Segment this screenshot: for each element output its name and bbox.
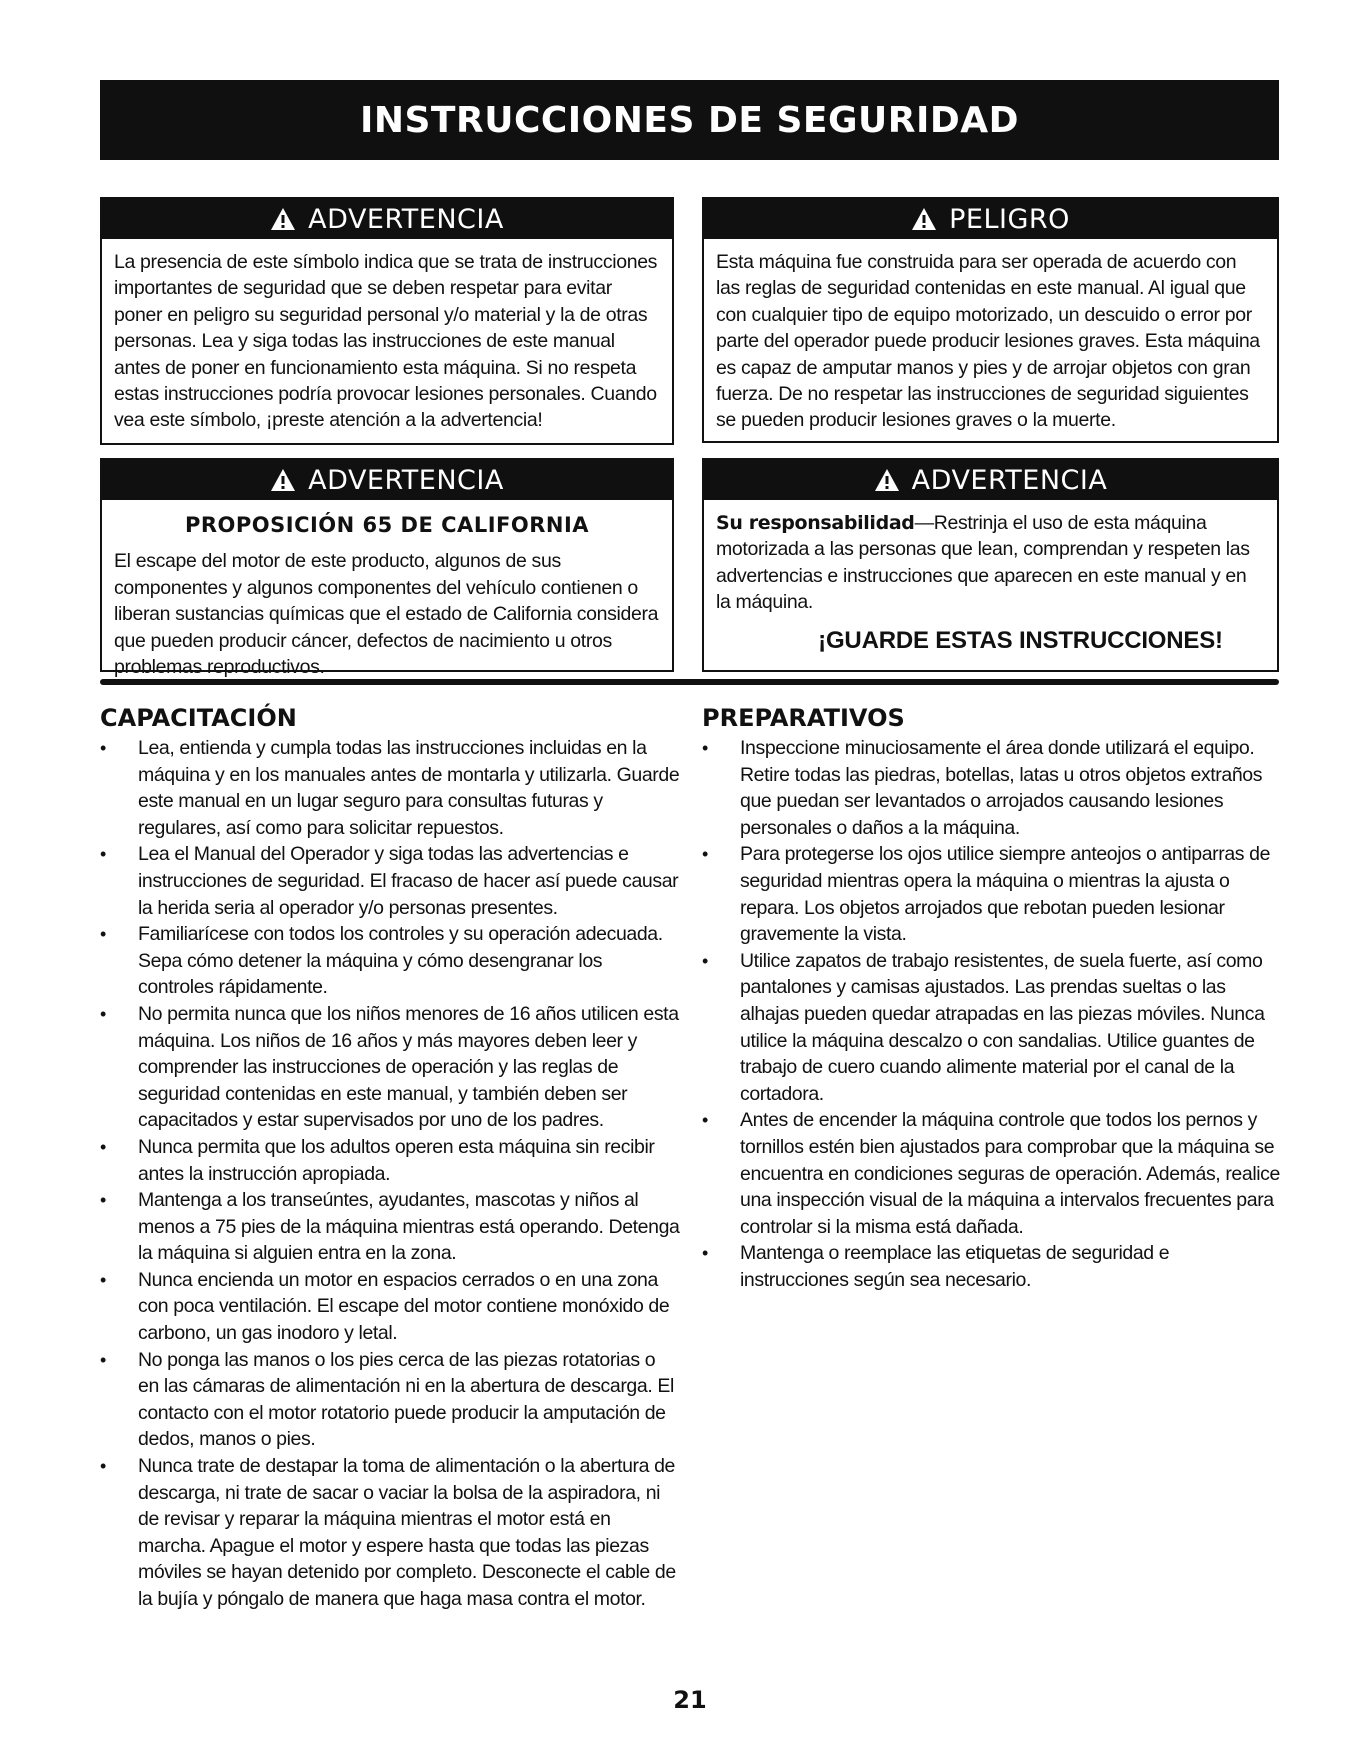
bullet-icon: • <box>100 1136 106 1157</box>
page-banner <box>100 80 1279 160</box>
capacitacion-list <box>100 735 680 1613</box>
bullet-icon: • <box>702 1243 708 1264</box>
responsabilidad-lead: Su responsabilidad <box>716 512 915 534</box>
bullet-icon: • <box>702 738 708 758</box>
peligro-header <box>704 199 1277 239</box>
list-item: • Inspeccione minuciosamente el área donde utilizará el equipo. Retire todas las piedras, botellas, latas u otros objetos extraños que puedan ser levantados o arrojados causando lesiones personales o daños a la máquina. <box>702 737 1263 839</box>
warning-triangle-icon <box>874 468 900 492</box>
advertencia-california-heading: ADVERTENCIA <box>308 464 504 496</box>
page-title: INSTRUCCIONES DE SEGURIDAD <box>359 99 1020 141</box>
advertencia-responsabilidad-heading: ADVERTENCIA <box>911 464 1108 496</box>
list-item: • Familiarícese con todos los controles y su operación adecuada. Sepa cómo detener la máquina y cómo desengranar los controles rápidamente. <box>100 923 663 999</box>
advertencia-responsabilidad-box <box>702 458 1279 672</box>
warning-triangle-icon <box>270 207 296 231</box>
peligro-heading: PELIGRO <box>949 203 1070 235</box>
bullet-icon: • <box>702 844 708 865</box>
bullet-icon: • <box>100 1190 106 1211</box>
list-item: • Utilice zapatos de trabajo resistentes, de suela fuerte, así como pantalones y camisas ajustados. Las prendas sueltas o las alhajas pueden quedar atrapadas en las piezas móviles. Nunca utilice la máquina descalzo o con sandalias. Utilice guantes de trabajo de cuero cuando alimente material por el canal de la cortadora. <box>702 949 1265 1105</box>
list-item: • Nunca permita que los adultos operen esta máquina sin recibir antes la instrucción apropiada. <box>100 1135 655 1185</box>
bullet-icon: • <box>100 738 106 758</box>
proposicion-65-title: PROPOSICIÓN 65 DE CALIFORNIA <box>184 513 590 537</box>
list-item: • No permita nunca que los niños menores de 16 años utilicen esta máquina. Los niños de 16 años y más mayores deben leer y comprender las instrucciones de operación y las reglas de seguridad contenidas en este manual, y también deben ser capacitados y estar supervisados por uno de los padres. <box>100 1002 679 1132</box>
bullet-icon: • <box>100 1269 106 1290</box>
list-item: • Mantenga a los transeúntes, ayudantes, mascotas y niños al menos a 75 pies de la máquina mientras está operando. Detenga la máquina si alguien entra en la zona. <box>100 1189 680 1265</box>
peligro-text: Esta máquina fue construida para ser operada de acuerdo con las reglas de seguridad contenidas en este manual. Al igual que con cualquier tipo de equipo motorizado, un descuido o error por parte del operador puede producir lesiones graves. Esta máquina es capaz de amputar manos y pies y de arrojar objetos con gran fuerza. De no respetar las instrucciones de seguridad siguientes se pueden producir lesiones graves o la muerte. <box>716 251 1260 432</box>
bullet-icon: • <box>100 924 106 945</box>
list-item: • Lea el Manual del Operador y siga todas las advertencias e instrucciones de seguridad. El fracaso de hacer así puede causar la herida seria al operador y/o personas presentes. <box>100 843 679 919</box>
section-divider <box>100 679 1279 685</box>
list-item: • Lea, entienda y cumpla todas las instrucciones incluidas en la máquina y en los manuales antes de montarla y utilizarla. Guarde este manual en un lugar seguro para consultas futuras y regulares, así como para solicitar repuestos. <box>100 737 680 839</box>
peligro-box <box>702 197 1279 443</box>
advertencia-california-header <box>102 460 672 500</box>
responsabilidad-paragraph <box>716 510 1265 616</box>
preparativos-title: PREPARATIVOS <box>702 704 905 732</box>
list-item: • Nunca encienda un motor en espacios cerrados o en una zona con poca ventilación. El escape del motor contiene monóxido de carbono, un gas inodoro y letal. <box>100 1268 670 1345</box>
bullet-icon: • <box>100 1003 106 1024</box>
list-item: • Antes de encender la máquina controle que todos los pernos y tornillos estén bien ajustados para comprobar que la máquina se encuentra en condiciones seguras de operación. Además, realice una inspección visual de la máquina a intervalos frecuentes para controlar si la misma está dañada. <box>702 1109 1280 1238</box>
advertencia-california-box <box>100 458 674 679</box>
advertencia-general-box <box>100 197 674 445</box>
guarde-instrucciones-callout: ¡GUARDE ESTAS INSTRUCCIONES! <box>818 626 1223 654</box>
bullet-icon: • <box>100 1349 106 1370</box>
list-item: • Mantenga o reemplace las etiquetas de seguridad e instrucciones según sea necesario. <box>702 1242 1170 1291</box>
bullet-icon: • <box>100 1456 106 1477</box>
advertencia-responsabilidad-header <box>704 460 1277 500</box>
bullet-icon: • <box>702 1110 708 1131</box>
warning-triangle-icon <box>270 468 296 492</box>
list-item: • Para protegerse los ojos utilice siempre anteojos o antiparras de seguridad mientras opera la máquina o mientras la ajusta o repara. Los objetos arrojados que rebotan pueden lesionar gravemente la vista. <box>702 843 1271 946</box>
preparativos-list <box>702 735 1282 1293</box>
advertencia-california-text: El escape del motor de este producto, algunos de sus componentes y algunos componentes del vehículo contienen o liberan sustancias químicas que el estado de California considera que pueden producir cáncer, defectos de nacimiento u otros problemas reproductivos. <box>114 550 659 679</box>
advertencia-general-header <box>102 199 672 239</box>
page-number: 21 <box>673 1686 707 1714</box>
responsabilidad-text: —Restrinja el uso de esta máquina motorizada a las personas que lean, comprendan y respeten las advertencias e instrucciones que aparecen en este manual y en la máquina. <box>716 512 1250 614</box>
advertencia-general-text: La presencia de este símbolo indica que se trata de instrucciones importantes de seguridad que se deben respetar para evitar poner en peligro su seguridad personal y/o material y la de otras personas. Lea y siga todas las instrucciones de este manual antes de poner en funcionamiento esta máquina. Si no respeta estas instrucciones podría provocar lesiones personales. Cuando vea este símbolo, ¡preste atención a la advertencia! <box>114 251 658 432</box>
warning-triangle-icon <box>911 207 937 231</box>
bullet-icon: • <box>100 844 106 865</box>
bullet-icon: • <box>702 950 708 971</box>
list-item: • No ponga las manos o los pies cerca de las piezas rotatorias o en las cámaras de alimentación ni en la abertura de descarga. El contacto con el motor rotatorio puede producir la amputación de dedos, manos o pies. <box>100 1348 674 1451</box>
advertencia-general-heading: ADVERTENCIA <box>308 203 504 235</box>
list-item: • Nunca trate de destapar la toma de alimentación o la abertura de descarga, ni trate de sacar o vaciar la bolsa de la aspiradora, ni de revisar y reparar la máquina mientras el motor está en marcha. Apague el motor y espere hasta que todas las piezas móviles se hayan detenido por completo. Desconecte el cable de la bujía y póngalo de manera que haga masa contra el motor. <box>100 1455 676 1610</box>
capacitacion-title: CAPACITACIÓN <box>100 704 297 732</box>
